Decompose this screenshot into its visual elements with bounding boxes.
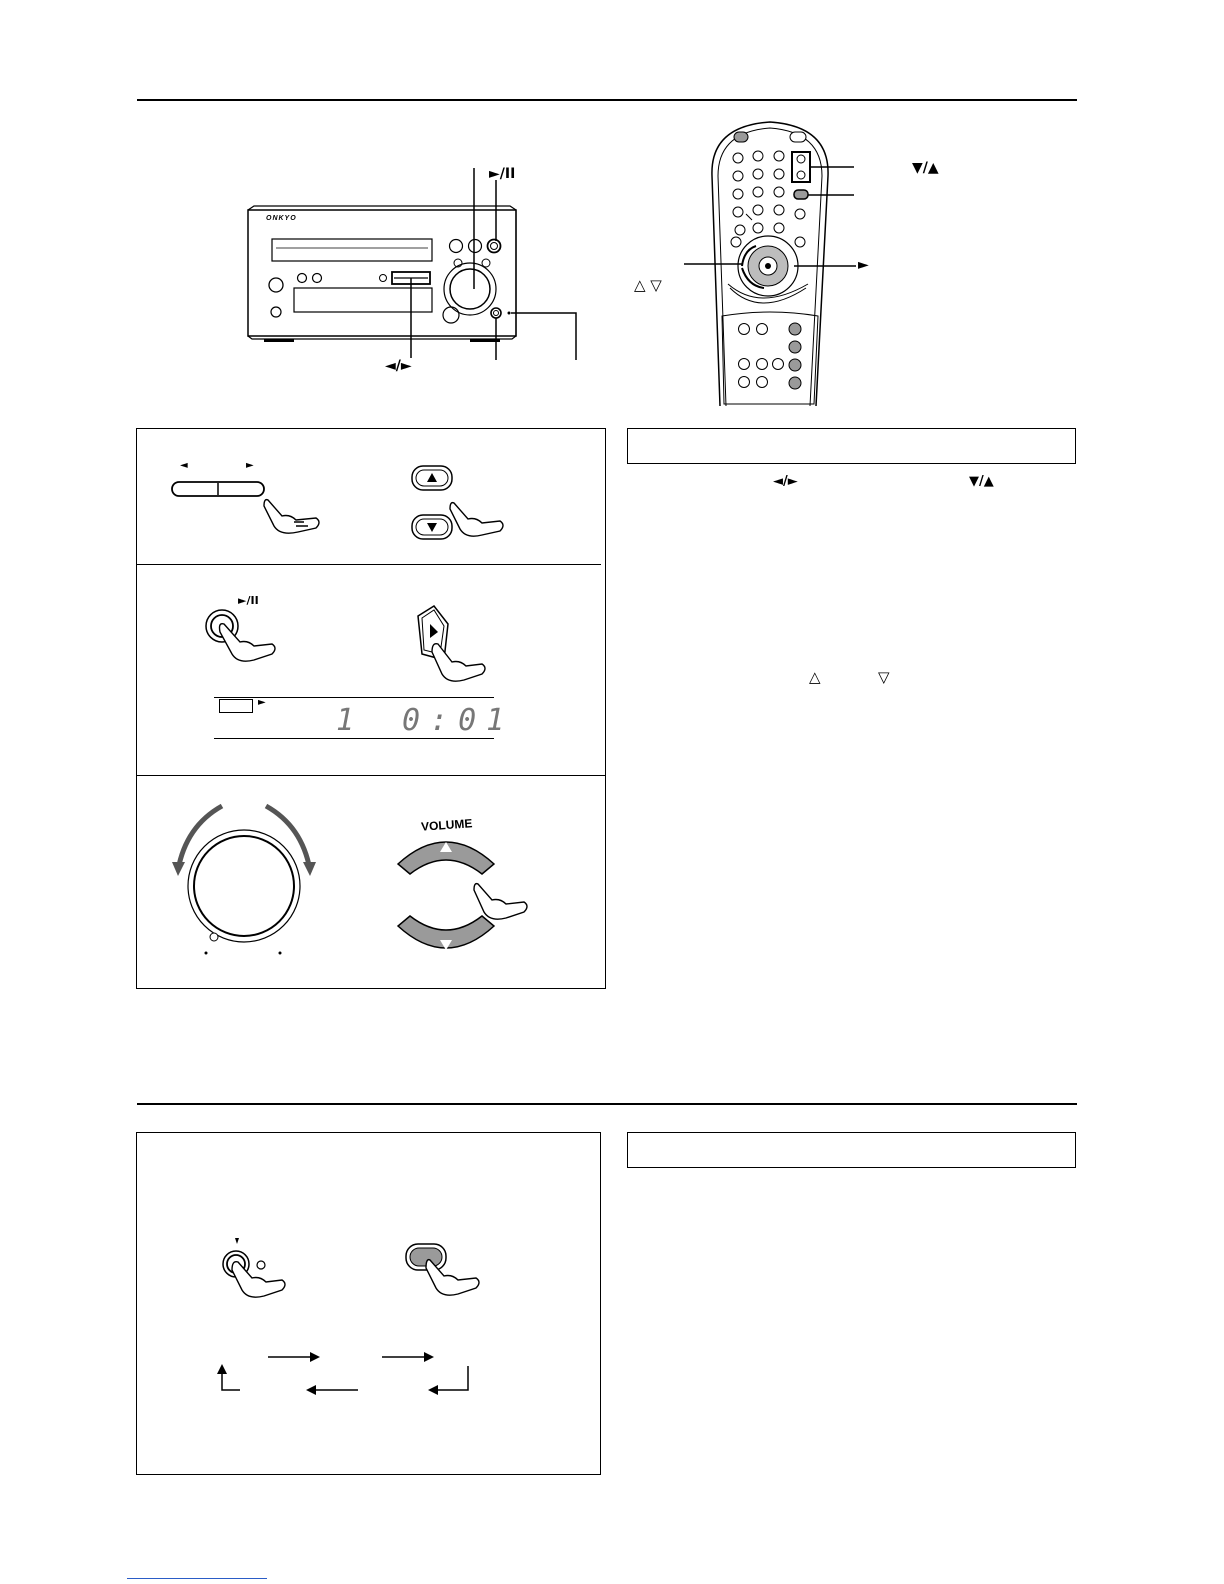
stereo-unit-illustration — [240, 160, 600, 380]
section-rule-bottom — [137, 1103, 1077, 1105]
bottom-illustration-box — [136, 1132, 601, 1475]
hand-icon — [474, 884, 527, 920]
brand-logo: ONKYO — [266, 215, 297, 222]
hand-icon — [432, 644, 485, 681]
instruction-remote-symbol: ▼/▲ — [969, 474, 994, 489]
section-rule-top — [137, 99, 1077, 101]
hand-icon — [220, 624, 276, 661]
skip-button-illustration[interactable] — [170, 480, 330, 540]
play-pause-button-illustration[interactable] — [202, 606, 282, 670]
label-skip: ◄/► — [385, 358, 412, 374]
display-track-number: 1 — [336, 703, 355, 738]
volume-knob-illustration[interactable] — [172, 796, 316, 960]
volume-buttons-illustration[interactable] — [394, 832, 534, 962]
step2-play-pause-label: ►/II — [238, 594, 259, 607]
footer-link-underline[interactable] — [127, 1578, 267, 1579]
display-indicator-box — [219, 699, 253, 713]
remote-gray-button-illustration[interactable] — [404, 1242, 494, 1304]
hand-icon — [264, 500, 319, 534]
display-bottom-line — [214, 738, 494, 739]
hand-icon — [426, 1260, 479, 1295]
remote-label-triangles: △ ▽ — [634, 276, 662, 294]
top-right-header-box — [627, 428, 1076, 464]
label-play-pause: ►/II — [489, 166, 516, 182]
volume-label: VOLUME — [420, 816, 473, 834]
instruction-triangle-up: △ — [809, 668, 821, 686]
display-play-indicator: ► — [258, 697, 266, 708]
skip-forward-symbol: ► — [246, 460, 254, 471]
box-divider-2 — [137, 775, 605, 776]
hand-icon — [450, 503, 503, 537]
cycle-arrows-diagram — [214, 1348, 474, 1398]
remote-play-button-illustration[interactable] — [414, 604, 494, 686]
instruction-skip-symbol: ◄/► — [773, 474, 798, 489]
remote-label-direction: ▼/▲ — [912, 160, 939, 176]
remote-illustration — [700, 116, 850, 408]
unit-button-illustration[interactable] — [216, 1234, 296, 1306]
skip-back-symbol: ◄ — [180, 460, 188, 471]
box-divider-1 — [137, 564, 601, 565]
bottom-right-header-box — [627, 1132, 1076, 1168]
instruction-triangle-down: ▽ — [878, 668, 890, 686]
display-top-line — [214, 697, 494, 698]
display-time: 0:01 — [402, 703, 515, 738]
remote-updown-illustration[interactable] — [410, 463, 520, 553]
remote-label-play: ► — [858, 257, 869, 273]
